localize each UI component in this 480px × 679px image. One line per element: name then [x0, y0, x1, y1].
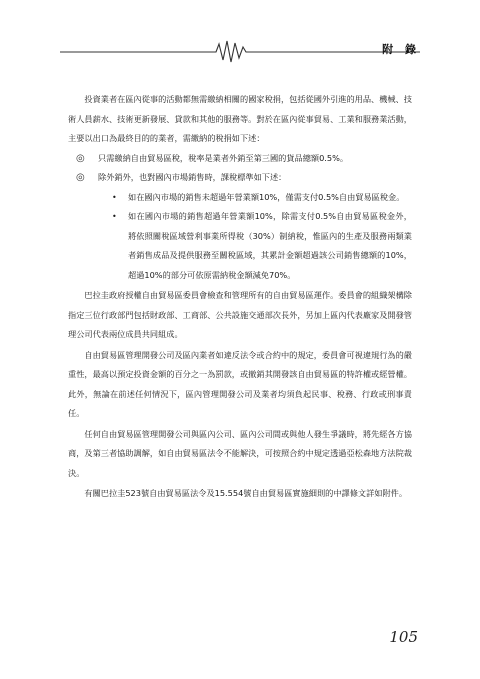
sub-list-item-text: 如在國內市場的銷售未超過年營業額10%，僅需支付0.5%自由貿易區稅金。: [128, 191, 405, 202]
page-number: 105: [389, 628, 418, 646]
list-item: [68, 149, 412, 169]
sub-list-item: [68, 207, 412, 285]
dot-bullet-icon: •: [112, 212, 117, 221]
header-wave-line: [60, 38, 420, 64]
paragraph-1: 投資業者在區內從事的活動都無需繳納相關的國家稅捐，包括從國外引進的用品、機械、技術人員薪水、技術更新發展、貸款和其他的服務等。對於在區內從事貿易、工業和服務業活動，主要以出口為最終目的的業者，需繳納的稅捐如下述：: [68, 94, 412, 143]
paragraph-5: 有關巴拉圭523號自由貿易區法令及15.554號自由貿易區實施細則的中譯條文詳如附件。: [84, 488, 408, 498]
sub-list-item-text: 如在國內市場的銷售超過年營業額10%，除需支付0.5%自由貿易區稅金外，將依照關稅區域營利事業所得稅（30%）制納稅，惟區內的生產及服務兩類業者銷售成品及提供服務至關稅區域，其累計金額超過該公司銷售總額的10%，超過10%的部分可依原需納稅金額減免70%。: [128, 211, 412, 280]
sub-list-item: [68, 188, 412, 208]
paragraph-3: 自由貿易區管理開發公司及區內業者如違反法令或合約中的規定，委員會可視違規行為的嚴重性，最高以預定投資金額的百分之一為罰款，或撤銷其開發該自由貿易區的特許權或經營權。此外，無論在前述任何情況下，區內管理開發公司及業者均須負起民事、稅務、行政或刑事責任。: [68, 349, 412, 418]
header-title: 附 錄: [382, 43, 420, 56]
body-text: [68, 90, 412, 504]
list-item: [68, 168, 412, 188]
paragraph-2: 巴拉圭政府授權自由貿易區委員會檢查和管理所有的自由貿易區運作。委員會的組織架構除指定三位行政部門包括財政部、工商部、公共設施交通部次長外，另加上區內代表廠家及開發管理公司代表兩位成員共同組成。: [68, 290, 412, 339]
list-item-text: 除外銷外，也對國內市場銷售時，課稅標準如下述：: [98, 172, 287, 182]
list-item-text: 只需繳納自由貿易區稅，稅率是業者外銷至第三國的貨品總額0.5%。: [98, 152, 349, 163]
circle-bullet-icon: ◎: [76, 172, 85, 183]
dot-bullet-icon: •: [112, 192, 117, 202]
circle-bullet-icon: ◎: [76, 152, 85, 164]
running-header: [60, 38, 420, 64]
paragraph-4: 任何自由貿易區管理開發公司與區內公司、區內公司間或與他人發生爭議時，將先經各方協商，及第三者協助調解，如自由貿易區法令不能解決，可按照合約中規定透過亞松森地方法院裁決。: [68, 428, 412, 478]
